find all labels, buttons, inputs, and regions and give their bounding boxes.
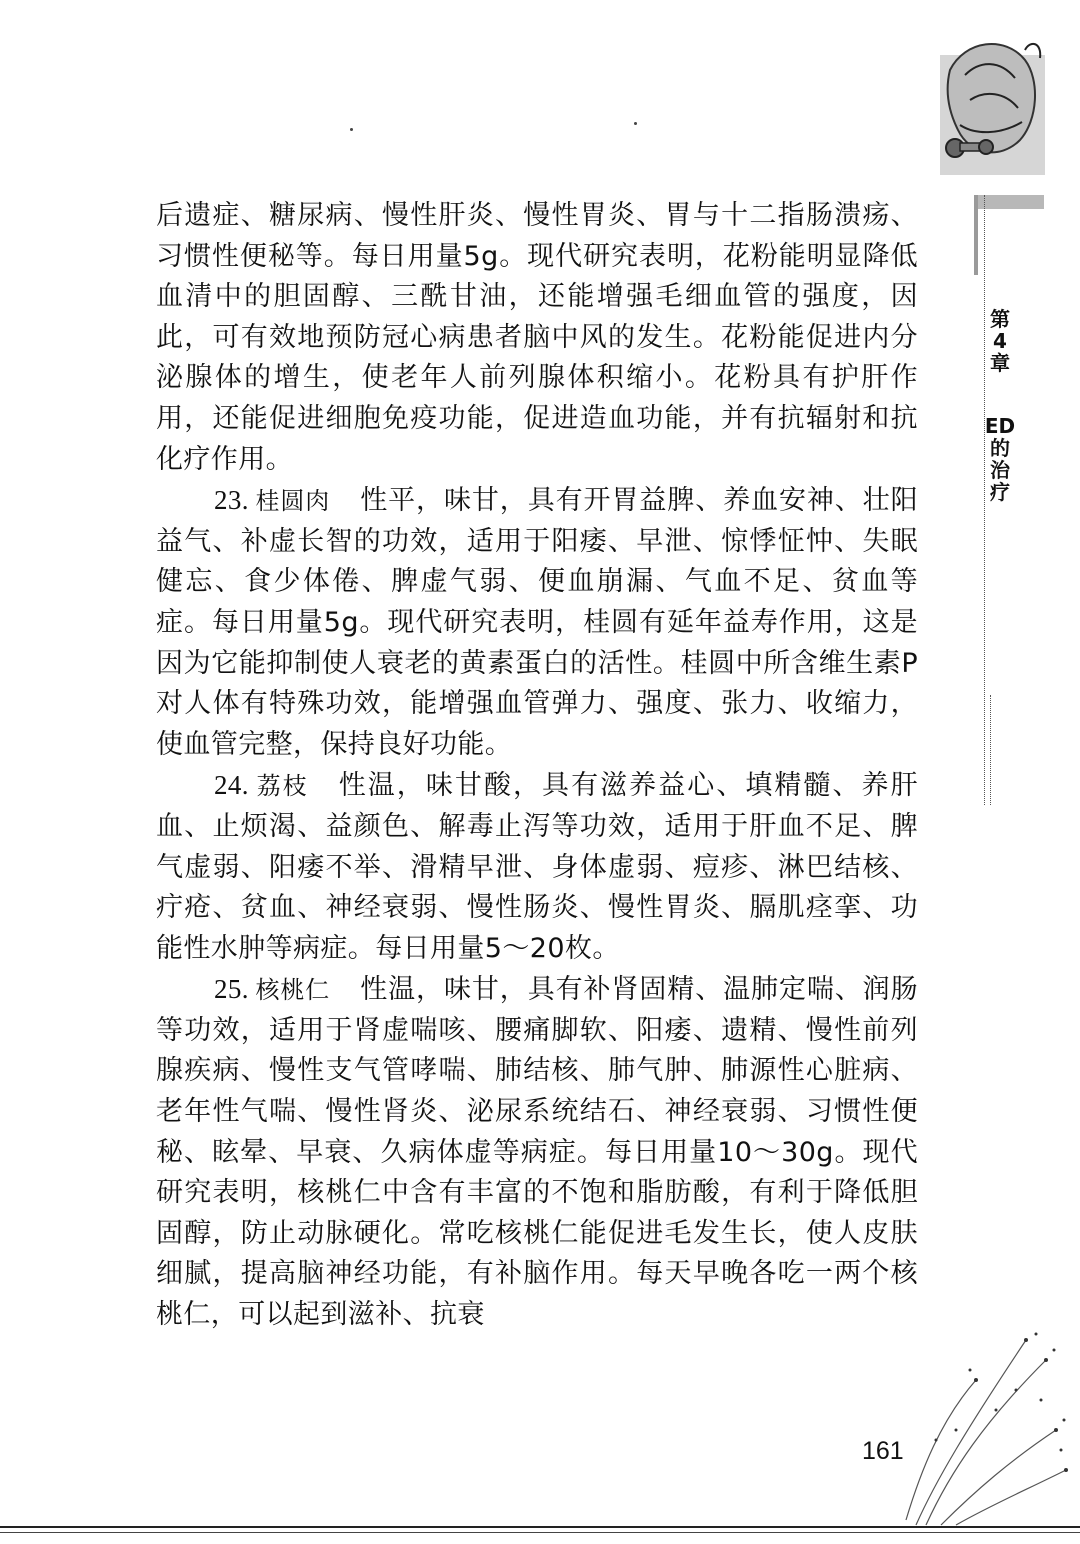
entry-number: 24. — [214, 770, 249, 801]
strongman-illustration — [930, 30, 1050, 180]
entry-text: 性温，味甘，具有补肾固精、温肺定喘、润肠等功效，适用于肾虚喘咳、腰痛脚软、阳痿、遗精、慢性前列腺疾病、慢性支气管哮喘、肺结核、肺气肿、肺源性心脏病、老年性气喘、慢性肾炎、泌尿系统结石、神经衰弱、习惯性便秘、眩晕、早衰、久病体虚等病症。每日用量10～30g。现代研究表明，核桃仁中含有丰富的不饱和脂肪酸，有利于降低胆固醇，防止动脉硬化。常吃核桃仁能促进毛发生长，使人皮肤细腻，提高脑神经功能，有补脑作用。每天早晚各吃一两个核桃仁，可以起到滋补、抗衰 — [156, 974, 919, 1331]
paragraph-continued: 后遗症、糖尿病、慢性肝炎、慢性胃炎、胃与十二指肠溃疡、习惯性便秘等。每日用量5g。现代研究表明，花粉能明显降低血清中的胆固醇、三酰甘油，还能增强毛细血管的强度，因此，可有效地预防冠心病患者脑中风的发生。花粉能促进内分泌腺体的增生，使老年人前列腺体积缩小。花粉具有护肝作用，还能促进细胞免疫功能，促进造血功能，并有抗辐射和抗化疗作用。 — [156, 200, 918, 475]
speck — [350, 128, 353, 131]
chapter-title-label: ED 的 治 疗 — [984, 414, 1016, 504]
entry-24 — [156, 765, 918, 969]
entry-number: 23. — [214, 485, 249, 516]
entry-text: 性温，味甘酸，具有滋养益心、填精髓、养肝血、止烦渴、益颜色、解毒止泻等功效，适用于肝血不足、脾气虚弱、阳痿不举、滑精早泄、身体虚弱、痘疹、淋巴结核、疔疮、贫血、神经衰弱、慢性肠炎、慢性胃炎、膈肌痉挛、功能性水肿等病症。每日用量5～20枚。 — [156, 770, 918, 964]
entry-25 — [156, 969, 918, 1335]
sidebar-stem — [974, 195, 978, 275]
entry-number: 25. — [214, 974, 249, 1005]
dotted-rule — [990, 695, 991, 805]
footer-line — [0, 1532, 1080, 1533]
entry-text: 性平，味甘，具有开胃益脾、养血安神、壮阳益气、补虚长智的功效，适用于阳痿、早泄、惊悸怔忡、失眠健忘、食少体倦、脾虚气弱、便血崩漏、气血不足、贫血等症。每日用量5g。现代研究表明，桂圆有延年益寿作用，这是因为它能抑制使人衰老的黄素蛋白的活性。桂圆中所含维生素P对人体有特殊功效，能增强血管弹力、强度、张力、收缩力，使血管完整，保持良好功能。 — [156, 485, 919, 760]
entry-name: 核桃仁 — [254, 976, 331, 1005]
speck — [634, 122, 637, 125]
page-number: 161 — [862, 1437, 904, 1465]
entry-name: 荔枝 — [254, 772, 309, 801]
entry-name: 桂圆肉 — [254, 487, 331, 516]
footer-line — [0, 1526, 1080, 1528]
footer-rule — [0, 1526, 1080, 1544]
entry-23 — [156, 480, 918, 765]
body-text — [156, 196, 918, 1336]
floral-ornament — [896, 1320, 1076, 1530]
chapter-number-label: 第 4 章 — [990, 307, 1010, 375]
